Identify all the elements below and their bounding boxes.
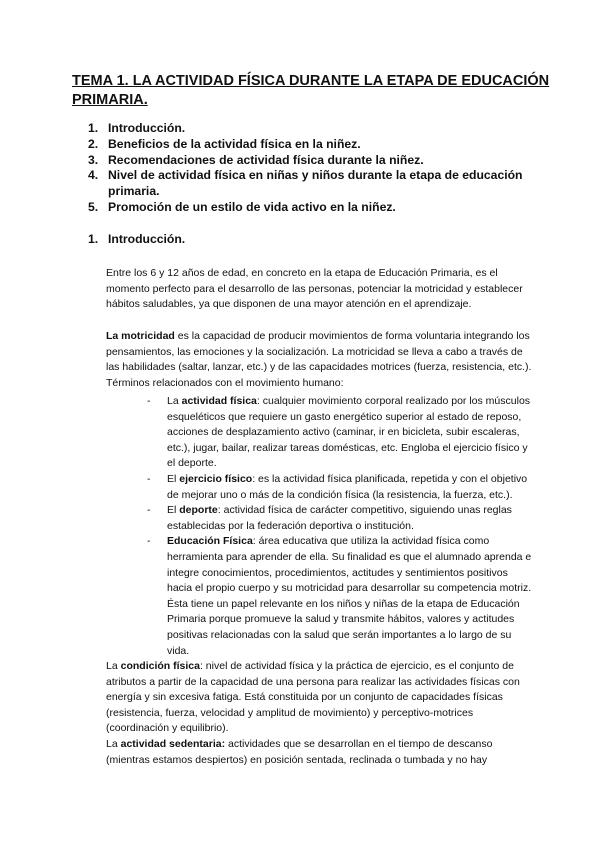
page-title: TEMA 1. LA ACTIVIDAD FÍSICA DURANTE LA ETAPA DE EDUCACIÓN PRIMARIA. — [72, 73, 550, 108]
toc-number: 2. — [88, 136, 99, 151]
term-definition: : actividad física de carácter competitivo, siguiendo unas reglas establecidas por la federación deportiva o institución. — [167, 504, 512, 532]
toc-number: 3. — [88, 152, 99, 167]
toc-text: Promoción de un estilo de vida activo en la niñez. — [108, 199, 396, 214]
term-prefix: El — [167, 472, 180, 485]
terms-intro: Términos relacionados con el movimiento humano: — [106, 377, 344, 389]
list-item — [147, 472, 535, 503]
toc-item — [88, 168, 548, 200]
toc-number: 4. — [88, 168, 99, 183]
toc-item — [88, 137, 548, 153]
toc-number: 1. — [88, 121, 99, 135]
sedentaria-paragraph — [106, 737, 538, 768]
condicion-text: : nivel de actividad física y la práctica de ejercicio, es el conjunto de atributos a partir de la capacidad de una persona para realizar las actividades físicas con energía y sin excesiva fatiga. Está constituida por un conjunto de capacidades físicas (resistencia, fuerza, velocidad y amplitud de movimiento) y perceptivo-motrices (coordinación y equilibrio). — [106, 660, 520, 735]
table-of-contents — [88, 121, 548, 216]
sedentaria-prefix: La — [106, 738, 121, 750]
term-name: Educación Física — [167, 535, 253, 548]
term-prefix: La — [167, 395, 182, 407]
sedentaria-term: actividad sedentaria: — [120, 738, 226, 750]
sedentaria-text: actividades que se desarrollan en el tiempo de descanso (mientras estamos despiertos) en posición sentada, reclinada o tumbada y no hay — [106, 738, 493, 766]
term-definition: : es la actividad física planificada, repetida y con el objetivo de mejorar uno o más de la condición física (la resistencia, la fuerza, etc.). — [167, 472, 528, 501]
list-item — [147, 394, 535, 472]
section-number: 1. — [88, 232, 99, 246]
condicion-term: condición física — [120, 660, 200, 672]
dash-bullet: - — [147, 504, 151, 517]
toc-item — [88, 121, 548, 137]
toc-text: Introducción. — [108, 121, 186, 135]
terms-list — [147, 394, 535, 659]
term-name: ejercicio físico — [179, 472, 253, 485]
motricidad-paragraph — [106, 329, 538, 376]
list-item — [147, 503, 535, 534]
dash-bullet: - — [147, 472, 151, 485]
motricidad-term: La motricidad — [106, 330, 175, 342]
section-heading — [88, 232, 185, 246]
toc-item — [88, 200, 548, 216]
condicion-prefix: La — [106, 660, 121, 672]
term-definition: : cualquier movimiento corporal realizado por los músculos esqueléticos que requiere un gasto energético superior al estado de reposo, acciones de desplazamiento activo (caminar, ir en bicicleta, subir escaleras, etc.), jugar, bailar, realizar tareas domésticas, etc. Engloba el ejercicio físico y el deporte. — [167, 395, 531, 470]
dash-bullet: - — [147, 535, 151, 548]
term-name: deporte — [179, 504, 218, 517]
condicion-paragraph — [106, 659, 538, 737]
toc-text: Beneficios de la actividad física en la niñez. — [108, 136, 361, 151]
toc-text: Nivel de actividad física en niñas y niños durante la etapa de educación primaria. — [108, 168, 523, 199]
term-definition: : área educativa que utiliza la actividad física como herramienta para aprender de ella. Su finalidad es que el alumnado aprenda e integre conocimientos, procedimientos, actitudes y sentimientos positivos hacia el propio cuerpo y su motricidad para desarrollar su competencia motriz. Ésta tiene un papel relevante en los niños y niñas de la etapa de Educación Primaria porque promueve la salud y transmite hábitos, valores y actitudes positivas relacionadas con la salud que serán importantes a lo largo de su vida. — [167, 535, 532, 657]
term-prefix: El — [167, 504, 180, 517]
toc-number: 5. — [88, 199, 99, 214]
list-item — [147, 534, 535, 659]
intro-paragraph: Entre los 6 y 12 años de edad, en concreto en la etapa de Educación Primaria, es el momento perfecto para el desarrollo de las personas, potenciar la motricidad y establecer hábitos saludables, ya que disponen de una mayor atención en el aprendizaje. — [106, 267, 523, 311]
section-title: Introducción. — [108, 232, 186, 246]
toc-text: Recomendaciones de actividad física durante la niñez. — [108, 152, 424, 167]
motricidad-text: es la capacidad de producir movimientos de forma voluntaria integrando los pensamientos, las emociones y la socialización. La motricidad se lleva a cabo a través de las habilidades (saltar, lanzar, etc.) y de las capacidades motrices (fuerza, resistencia, etc.). — [106, 330, 532, 374]
term-name: actividad física — [181, 395, 257, 407]
dash-bullet: - — [147, 395, 151, 407]
toc-item — [88, 153, 548, 169]
